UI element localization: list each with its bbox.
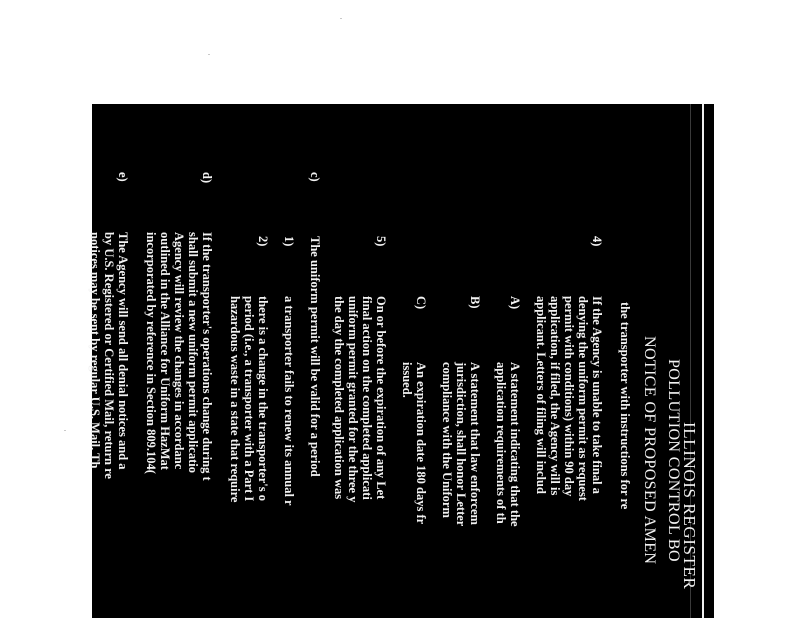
text-line: shall submit a new uniform permit applicatio (186, 232, 200, 473)
scan-speck (208, 54, 210, 55)
text-line: incorporated by reference in Section 809.104( (144, 232, 158, 474)
text-line: permit with conditions) within 90 day (562, 296, 576, 497)
text-line: application, if filed, the Agency will is (548, 296, 562, 496)
text-line: the transporter with instructions for re (618, 302, 632, 510)
text-line: period (i.e., a transporter with a Part I (242, 296, 256, 502)
scan-speck (340, 18, 342, 19)
item-marker: C) (414, 296, 428, 310)
text-line: The uniform permit will be valid for a period (308, 236, 322, 477)
text-line: hazardous waste in a state that require (228, 296, 242, 503)
item-marker: A) (508, 296, 522, 310)
item-marker: B) (468, 296, 482, 309)
text-line: the day the completed application was (332, 296, 346, 500)
text-line: If the Agency is unable to take final a (590, 296, 604, 494)
text-line: by U.S. Registered or Certified Mail, return re (102, 232, 116, 479)
subsection-marker: d) (200, 172, 214, 184)
text-line: outlined in the Alliance for Uniform HazMat (158, 232, 172, 470)
item-marker: 1) (282, 236, 296, 247)
subsection-marker: e) (116, 172, 130, 182)
notice-title: NOTICE OF PROPOSED AMEN (641, 336, 658, 565)
text-line: a transporter fails to renew its annual r (282, 296, 296, 506)
item-marker: 2) (256, 236, 270, 247)
page-border-rule (702, 104, 704, 618)
scan-speck (64, 430, 66, 431)
item-marker: 4) (590, 236, 604, 247)
text-line: A statement indicating that the (508, 362, 522, 527)
board-title: POLLUTION CONTROL BO (665, 359, 682, 562)
text-line: On or before the expiration of any Let (374, 296, 388, 500)
item-marker: 5) (374, 236, 388, 247)
text-line: denying the uniform permit as request (576, 296, 590, 501)
text-line: application requirements of th (494, 362, 508, 524)
text-line: A statement that law enforcem (468, 362, 482, 525)
text-line: final action on the completed applicati (360, 296, 374, 500)
text-line: uniform permit granted for the three y (346, 296, 360, 503)
text-line: jurisdiction, shall honor Letter (454, 362, 468, 527)
text-line: An expiration date 180 days fr (414, 362, 428, 525)
text-line: notices may be sent by regular U.S. Mail. Th (88, 232, 102, 469)
text-line: compliance with the Uniform (440, 362, 454, 518)
text-line: If the transporter's operations change during t (200, 232, 214, 481)
text-line: issued. (400, 362, 414, 398)
text-line: applicant. Letters of filing will includ (534, 296, 548, 494)
scanned-document-page (88, 104, 714, 618)
text-line: there is a change in the transporter's o (256, 296, 270, 501)
text-line: The Agency will send all denial notices and a (116, 232, 130, 470)
text-line: Agency will review the changes in accordanc (172, 232, 186, 470)
subsection-marker: c) (308, 172, 322, 182)
running-header: ILLINOIS REGISTER (680, 422, 699, 590)
